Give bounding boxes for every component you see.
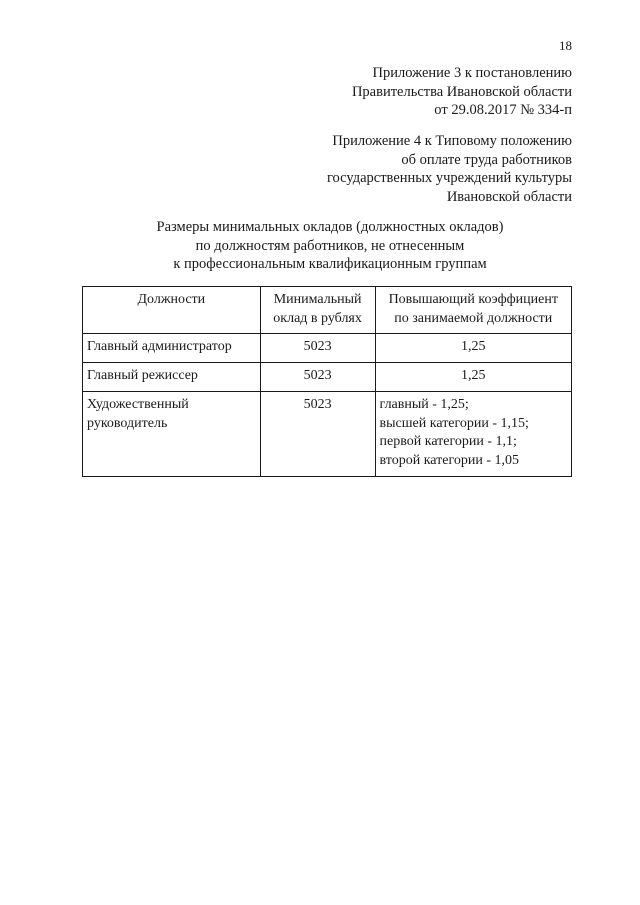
document-title xyxy=(0,218,640,274)
appendix-line: Ивановской области xyxy=(446,188,572,205)
title-line: Размеры минимальных окладов (должностных окладов) xyxy=(156,219,504,235)
page-number: 18 xyxy=(559,38,572,53)
appendix-3-reference xyxy=(352,64,572,120)
appendix-line: об оплате труда работников xyxy=(401,151,572,168)
appendix-line: Приложение 3 к постановлению xyxy=(372,65,572,81)
appendix-line: Приложение 4 к Типовому положению xyxy=(332,133,572,149)
table-header-row xyxy=(83,287,572,334)
cell-coefficient: главный - 1,25; высшей категории - 1,15; первой категории - 1,1; второй категории - 1,05 xyxy=(375,392,571,477)
title-line: к профессиональным квалификационным группам xyxy=(173,256,487,272)
appendix-line: от 29.08.2017 № 334-п xyxy=(434,102,572,118)
cell-position: Художественный руководитель xyxy=(83,392,261,477)
table-row xyxy=(83,392,572,477)
header-salary: Минимальный оклад в рублях xyxy=(260,287,375,334)
cell-coefficient: 1,25 xyxy=(375,363,571,392)
cell-salary: 5023 xyxy=(260,363,375,392)
cell-salary: 5023 xyxy=(260,392,375,477)
title-line: по должностям работников, не отнесенным xyxy=(195,237,465,254)
appendix-line: Правительства Ивановской области xyxy=(351,83,572,100)
table-row xyxy=(83,363,572,392)
salary-table xyxy=(82,286,572,477)
cell-position: Главный администратор xyxy=(83,334,261,363)
header-position: Должности xyxy=(83,287,261,334)
cell-coefficient: 1,25 xyxy=(375,334,571,363)
appendix-4-reference xyxy=(327,132,572,206)
cell-salary: 5023 xyxy=(260,334,375,363)
appendix-line: государственных учреждений культуры xyxy=(326,170,572,186)
header-coefficient: Повышающий коэффициент по занимаемой должности xyxy=(375,287,571,334)
table-row xyxy=(83,334,572,363)
cell-position: Главный режиссер xyxy=(83,363,261,392)
